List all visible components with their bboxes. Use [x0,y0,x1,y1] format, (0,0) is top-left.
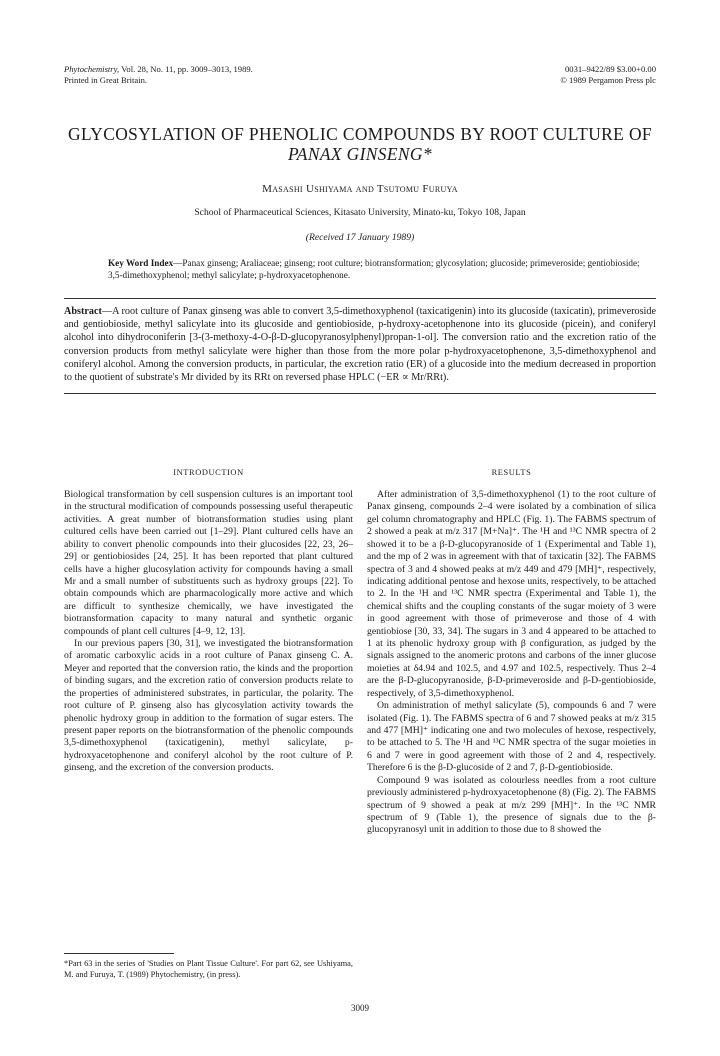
results-paragraph-1: After administration of 3,5-dimethoxyphenol (1) to the root culture of Panax ginseng, compounds 2–4 were isolated by a combination of silica gel column chromatography and HPLC (Fig. 1). The FABMS spectrum of 2 showed a peak at m/z 317 [M+Na]⁺. The ¹H and ¹³C NMR spectra of 2 showed it to be a β-D-glucopyranoside of 1 (Experimental and Table 1), and the mp of 2 was in agreement with that of taxicatin [32]. The FABMS spectra of 3 and 4 showed peaks at m/z 449 and 479 [MH]⁺, respectively, indicating additional pentose and hexose units, respectively, to be attached to 2. In the ¹H and ¹³C NMR spectra (Experimental and Table 1), the chemical shifts and the coupling constants of the sugar moiety of 3 were in good agreement with those of primeverose and those of 4 with gentiobiose [30, 33, 34]. The sugars in 3 and 4 appeared to be attached to 1 at its phenolic hydroxy group with β configuration, as judged by the signals assigned to the anomeric protons and carbons of the inner glucose moieties at δ4.94 and 102.5, and 4.97 and 102.5, respectively. Thus 2–4 are the β-D-glucopyranoside, β-D-primeveroside and β-D-gentiobioside, respectively, of 3,5-dimethoxyphenol. [367,489,656,699]
abstract [64,305,656,384]
paper-title [40,124,680,164]
abstract-bottom-rule [64,393,656,394]
title-line-2: PANAX GINSENG* [288,144,432,164]
issn-code: 0031–9422/89 $3.00+0.00 [564,64,656,74]
affiliation: School of Pharmaceutical Sciences, Kitasato University, Minato-ku, Tokyo 108, Japan [194,207,526,218]
printed-in: Printed in Great Britain. [64,75,148,85]
right-column [367,468,656,837]
results-paragraph-2: On administration of methyl salicylate (5), compounds 6 and 7 were isolated (Fig. 1). The FABMS spectra of 6 and 7 showed peaks at m/z 315 and 477 [MH]⁺ indicating one and two molecules of hexose, respectively, to be attached to 5. The ¹H and ¹³C NMR spectra of the sugar moieties in 6 and 7 were in good agreement with those of 2 and 4, respectively. Therefore 6 is the β-D-glucoside of 2 and 7, β-D-gentiobioside. [367,700,656,774]
abstract-text: —A root culture of Panax ginseng was able to convert 3,5-dimethoxyphenol (taxicatigenin) into its glucoside (taxicatin), primeveroside and gentiobioside, methyl salicylate into its glucoside and gentiobioside, p-hydroxy-acetophenone into its glucoside (picein), and coniferyl alcohol into dihydroconiferin [3-(3-methoxy-4-O-β-D-glucopyranosylphenyl)propan-1-ol]. The conversion ratio and the excretion ratio of the conversion products from methyl salicylate were higher than those from the more polar p-hydroxyacetophenone, 3,5-dimethoxyphenol and coniferyl alcohol. Among the conversion products, in particular, the excretion ratio (ER) of a glucoside into the medium decreased in proportion to the quotient of substrate's Mr divided by its RRt on reversed phase HPLC (−ER ∝ Mr/RRt). [64,306,656,384]
keywords-text: —Panax ginseng; Araliaceae; ginseng; root culture; biotransformation; glycosylation; glucoside; primeveroside; gentiobioside; 3,5-dimethoxyphenol; methyl salicylate; p-hydroxyacetophenone. [108,258,640,280]
footnote-rule [64,953,174,954]
introduction-heading: INTRODUCTION [173,468,244,477]
keyword-index [108,257,656,281]
journal-header-left [64,64,253,86]
intro-paragraph-2: In our previous papers [30, 31], we investigated the biotransformation of aromatic carboxylic acids in a root culture of Panax ginseng C. A. Meyer and reported that the conversion ratio, the kinds and the proportion of binding sugars, and the excretion ratio of conversion products relate to the properties of administered substrates, in particular, the polarity. The root culture of P. ginseng also has glycosylation activity towards the phenolic hydroxy group in addition to the formation of sugar esters. The present paper reports on the biotransformation of the phenolic compounds 3,5-dimethoxyphenol (taxicatigenin), methyl salicylate, p-hydroxyacetophenone and coniferyl alcohol by the root culture of P. ginseng, and the excretion of the conversion products. [64,638,353,774]
journal-name: Phytochemistry, [64,64,120,74]
journal-header-right [560,64,656,86]
journal-citation: Vol. 28, No. 11, pp. 3009–3013, 1989. [121,64,253,74]
copyright: © 1989 Pergamon Press plc [560,75,656,85]
left-column [64,468,353,775]
page-number: 3009 [351,1003,369,1013]
results-heading: RESULTS [491,468,532,477]
results-paragraph-3: Compound 9 was isolated as colourless needles from a root culture previously administered p-hydroxyacetophenone (8) (Fig. 2). The FABMS spectrum of 9 showed a peak at m/z 299 [MH]⁺. In the ¹³C NMR spectrum of 9 (Table 1), the presence of signals due to the β-glucopyranosyl unit in addition to those due to 8 showed the [367,774,656,836]
abstract-label: Abstract [64,306,102,317]
keywords-label: Key Word Index [108,258,174,268]
authors: Masashi Ushiyama and Tsutomu Furuya [262,183,458,195]
title-line-1: GLYCOSYLATION OF PHENOLIC COMPOUNDS BY ROOT CULTURE OF [68,124,652,144]
footnote: *Part 63 in the series of 'Studies on Plant Tissue Culture'. For part 62, see Ushiyama, M. and Furuya, T. (1989) Phytochemistry, (in press). [64,959,353,979]
abstract-top-rule [64,298,656,299]
intro-paragraph-1: Biological transformation by cell suspension cultures is an important tool in the structural modification of compounds possessing useful therapeutic activities. A great number of biotransformation studies using plant cultured cells have been carried out [1–29]. Plant cultured cells have an ability to convert phenolic compounds into their glucosides [22, 23, 26–29] or gentiobiosides [24, 25]. It has been reported that plant cultured cells have a higher glucosylation activity for compounds having a small Mr and a small number of substituents such as hydroxy groups [22]. To obtain compounds which are pharmacologically more active and which are difficult to synthesize chemically, we have investigated the biotransformation capacity to many natural and synthetic organic compounds of plant cell cultures [4–9, 12, 13]. [64,489,353,637]
received-date: (Received 17 January 1989) [305,232,415,243]
